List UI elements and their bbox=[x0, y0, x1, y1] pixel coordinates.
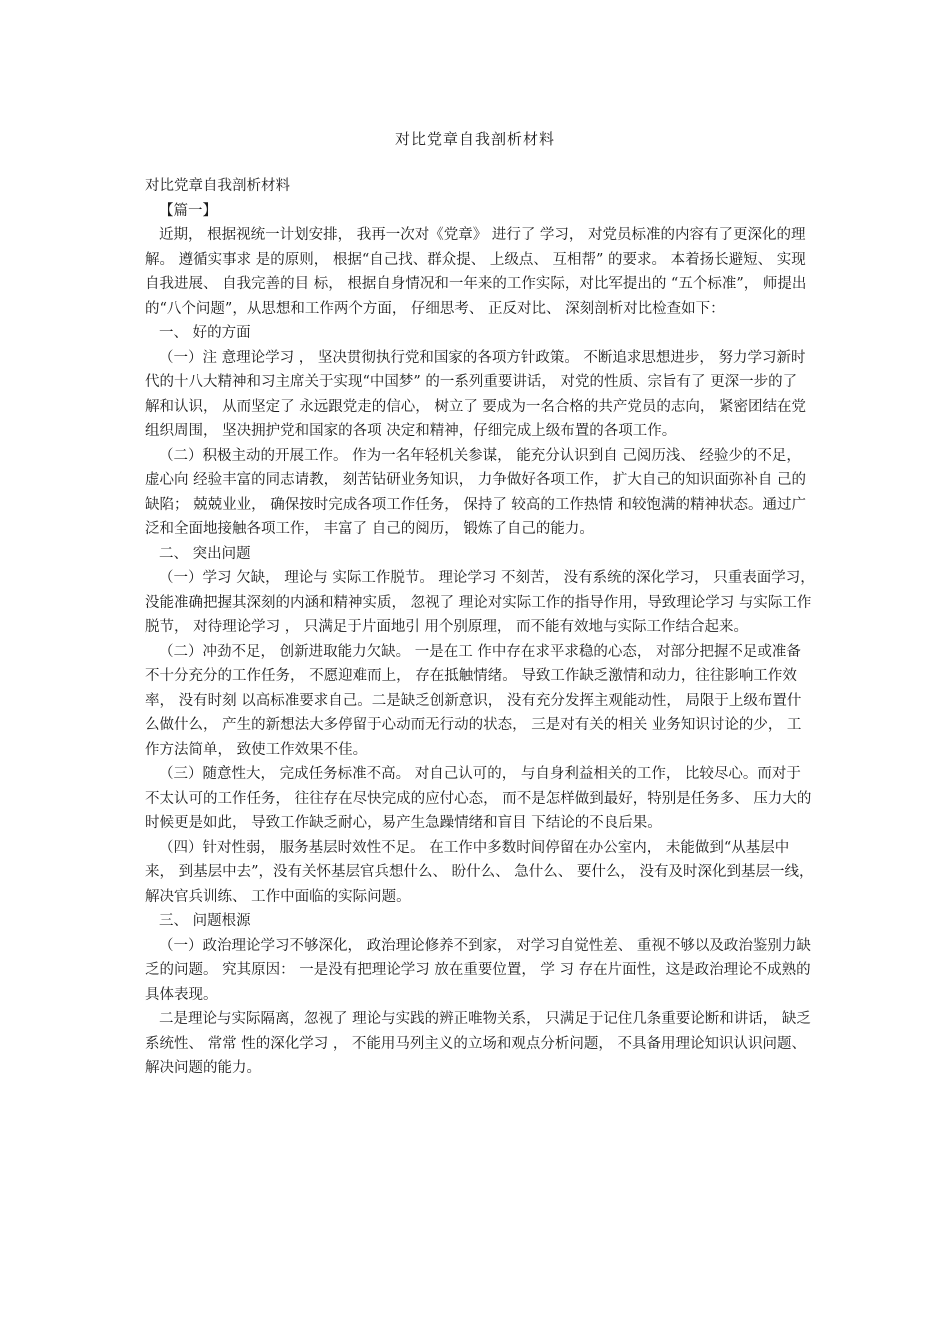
section-heading: 三、 问题根源 bbox=[159, 913, 251, 929]
paragraph: （二）积极主动的开展工作。 作为一名年轻机关参谋， 能充分认识到自 己阅历浅、 经验少的不足， 虚心向 经验丰富的同志请教， 刻苦钻研业务知识， 力争做好各项工作， 扩大自己的知识面弥补自 己的缺陷； 兢兢业业， 确保按时完成各项工作任务， 保持了 较高的工作热情 和较饱满的精神状态。通过广泛和全面地接触各项工作， 丰富了 自己的阅历， 锻炼了自己的能力。 bbox=[145, 447, 807, 537]
paragraph: （四）针对性弱， 服务基层时效性不足。 在工作中多数时间停留在办公室内， 未能做到“从基层中来， 到基层中去”，没有关怀基层官兵想什么、 盼什么、 急什么、 要什么， 没有及时深化到基层一线， 解决官兵训练、 工作中面临的实际问题。 bbox=[145, 839, 814, 905]
section-heading: 一、 好的方面 bbox=[159, 325, 251, 341]
paragraph: （三）随意性大， 完成任务标准不高。 对自己认可的， 与自身利益相关的工作， 比较尽心。而对于不太认可的工作任务， 往往存在尽快完成的应付心态， 而不是怎样做到最好，特别是任务多、 压力大的时候更是如此， 导致工作缺乏耐心，易产生急躁情绪和盲目 下结论的不良后果。 bbox=[145, 766, 812, 831]
section-heading: 二、 突出问题 bbox=[159, 545, 251, 562]
paragraph: 二是理论与实际隔离，忽视了 理论与实践的辨正唯物关系， 只满足于记住几条重要论断和讲话， 缺乏系统性、 常常 性的深化学习 ， 不能用马列主义的立场和观点分析问题， 不具备用理论知识认识问题、解决问题的能力。 bbox=[145, 1011, 811, 1076]
paragraph: （二）冲劲不足， 创新进取能力欠缺。 一是在工 作中存在求平求稳的心态， 对部分把握不足或准备不十分充分的工作任务， 不愿迎难而上， 存在抵触情绪。 导致工作缺乏激情和动力，往往影响工作效率， 没有时刻 以高标准要求自己。二是缺乏创新意识， 没有充分发挥主观能动性， 局限于上级布置什么做什么， 产生的新想法大多停留于心动而无行动的状态， 三是对有关的相关 业务知识讨论的少， 工作方法简单， 致使工作效果不佳。 bbox=[145, 643, 802, 758]
document-body bbox=[145, 174, 815, 1081]
paragraph: （一）注 意理论学习 ， 坚决贯彻执行党和国家的各项方针政策。 不断追求思想进步， 努力学习新时代的十八大精神和习主席关于实现“中国梦” 的一系列重要讲话， 对党的性质、宗旨有了 更深一步的了 解和认识， 从而坚定了 永远跟党走的信心， 树立了 要成为一名合格的共产党员的志向， 紧密团结在党组织周围， 坚决拥护党和国家的各项 决定和精神，仔细完成上级布置的各项工作。 bbox=[145, 349, 807, 439]
paragraph: （一）政治理论学习不够深化， 政治理论修养不到家， 对学习自觉性差、 重视不够以及政治鉴别力缺乏的问题。 究其原因： 一是没有把理论学习 放在重要位置， 学 习 存在片面性，这是政治理论不成熟的具体表现。 bbox=[145, 937, 811, 1003]
document-title: 对比党章自我剖析材料 bbox=[394, 130, 555, 148]
paragraph: 近期， 根据视统一计划安排， 我再一次对《党章》 进行了 学习， 对党员标准的内容有了更深化的理解。 遵循实事求 是的原则， 根据“自己找、群众提、 上级点、 互相帮” 的要求。 本着扬长避短、 实现自我进展、 自我完善的目 标， 根据自身情况和一年来的工作实际，对比军提出的 “五个标准”， 师提出的“八个问题”，从思想和工作两个方面， 仔细思考、 正反对比、 深刻剖析对比检查如下： bbox=[145, 227, 807, 317]
paragraph: 对比党章自我剖析材料 bbox=[145, 178, 290, 194]
paragraph: （一）学习 欠缺， 理论与 实际工作脱节。 理论学习 不刻苦， 没有系统的深化学习， 只重表面学习， 没能准确把握其深刻的内涵和精神实质， 忽视了 理论对实际工作的指导作用，导致理论学习 与实际工作脱节， 对待理论学习 ， 只满足于片面地引 用个别原理， 而不能有效地与实际工作结合起来。 bbox=[145, 570, 815, 635]
section-label: 【篇一】 bbox=[159, 202, 217, 219]
